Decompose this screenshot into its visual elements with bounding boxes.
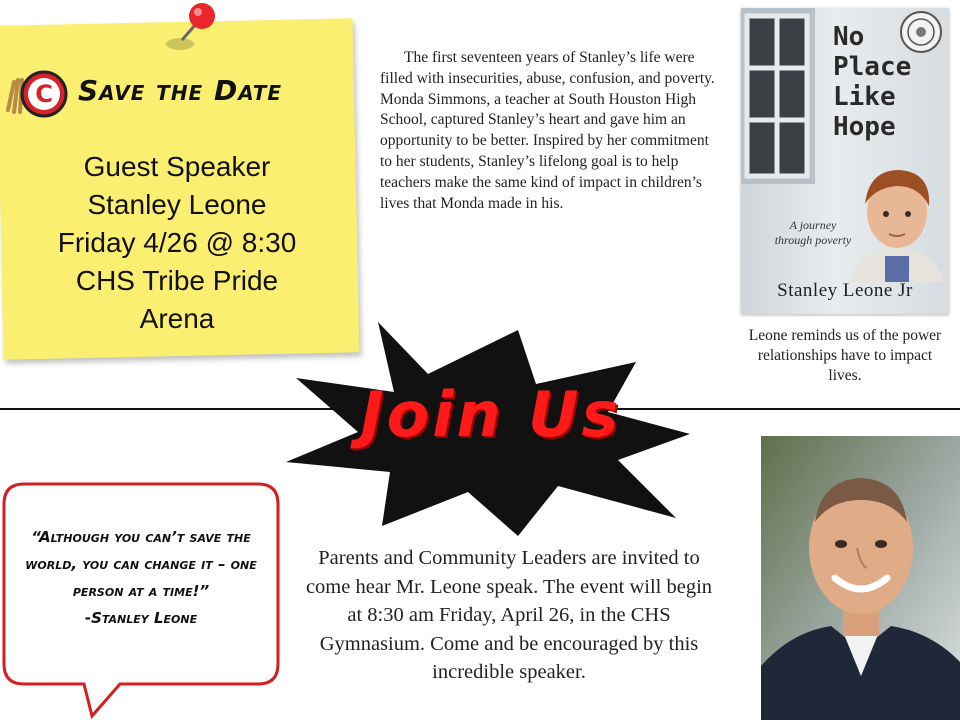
book-author: Stanley Leone Jr (777, 280, 913, 301)
school-logo-icon (4, 66, 68, 122)
speaker-story: The first seventeen years of Stanley’s life were filled with insecurities, abuse, confusion, and poverty. Monda Simmons, a teacher at South Houston High School, captured Stanley’s heart and gave him an opportunity to be better. Inspired by her commitment to her students, Stanley’s lifelong goal is to help teachers make the same kind of impact in children’s lives that Monda made in his. (380, 49, 715, 212)
book-subtitle-line: through poverty (774, 233, 852, 247)
save-the-date-title: Save the Date (78, 74, 283, 107)
summary-line: Arena (139, 303, 215, 334)
summary-line: Friday 4/26 @ 8:30 (57, 227, 297, 258)
summary-line: Stanley Leone (87, 189, 267, 220)
speaker-quote (16, 524, 266, 632)
pushpin-icon (160, 0, 224, 56)
join-us-banner: Join Us (360, 378, 622, 451)
book-subtitle-line: A journey (789, 218, 837, 232)
book-cover (741, 8, 949, 314)
summary-line: CHS Tribe Pride (75, 265, 279, 296)
book-title (833, 22, 945, 142)
book-title-line: Like (833, 82, 896, 112)
book-title-line: No (833, 22, 865, 52)
event-invitation: Parents and Community Leaders are invited to come hear Mr. Leone speak. The event will begin at 8:30 am Friday, April 26, in the CHS Gymnasium. Come and be encouraged by this incredible speaker. (305, 547, 713, 683)
quote-text: “Although you can’t save the world, you can change it – one person at a time!” (25, 528, 257, 600)
event-summary (18, 148, 336, 338)
book-caption: Leone reminds us of the power relationships have to impact lives. (748, 327, 942, 384)
summary-line: Guest Speaker (83, 151, 271, 182)
window-illustration (741, 8, 815, 184)
book-title-line: Place (833, 52, 912, 82)
speaker-photo (761, 436, 960, 720)
logo-letter: C (35, 80, 53, 108)
book-title-line: Hope (833, 112, 896, 142)
quote-attribution: -Stanley Leone (84, 609, 198, 627)
boy-portrait-illustration (845, 156, 949, 282)
